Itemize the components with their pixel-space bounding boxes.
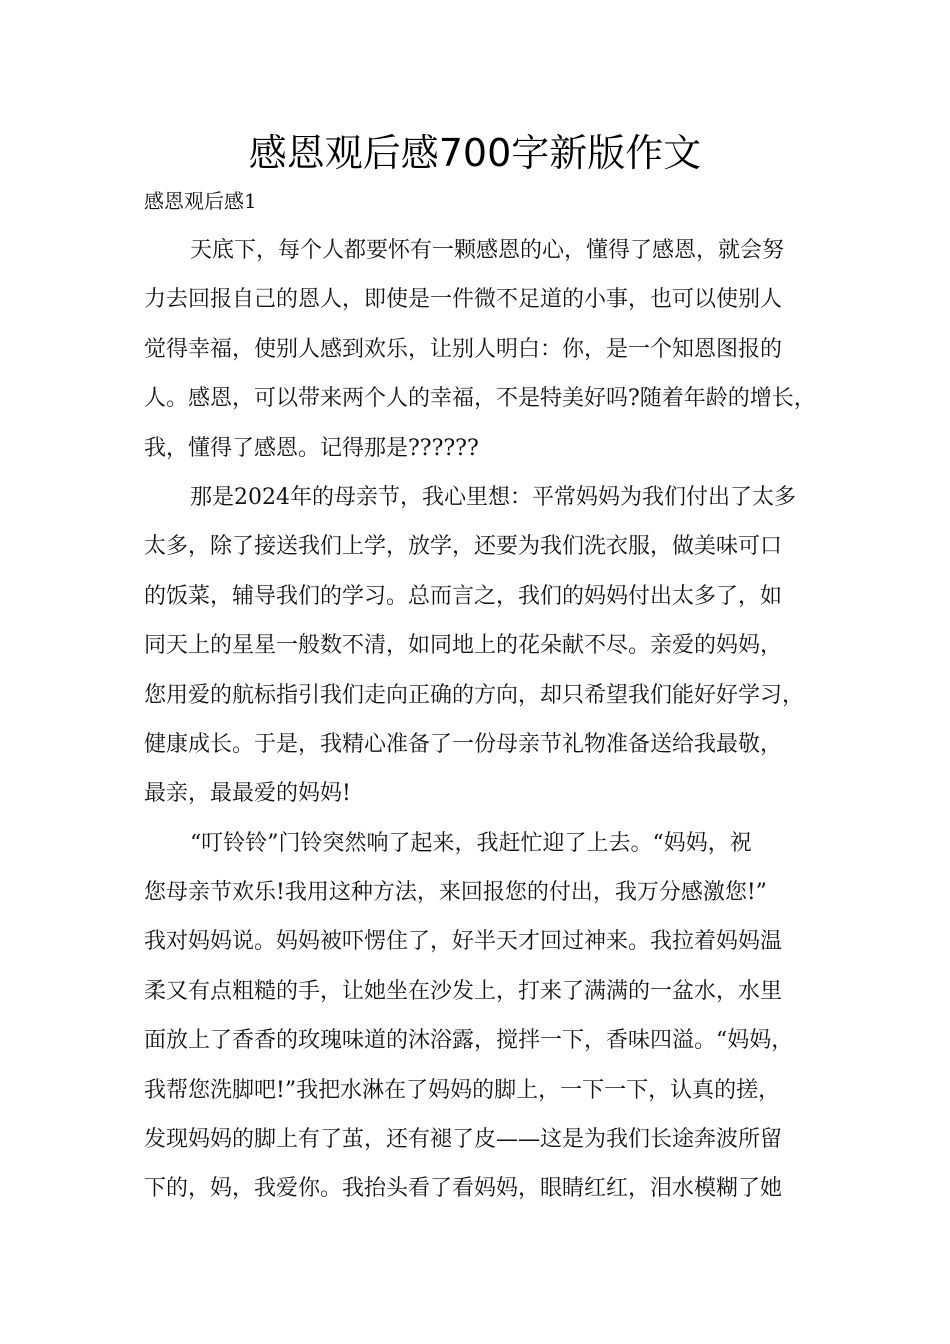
text-line: 太多，除了接送我们上学，放学，还要为我们洗衣服，做美味可口 — [144, 534, 783, 560]
text-line: 同天上的星星一般数不清，如同地上的花朵献不尽。亲爱的妈妈， — [144, 633, 783, 659]
paragraph-3 — [144, 819, 824, 1214]
text-line: 面放上了香香的玫瑰味道的沐浴露，搅拌一下，香味四溢。“妈妈， — [144, 1028, 794, 1054]
text-line: 下的，妈，我爱你。我抬头看了看妈妈，眼睛红红，泪水模糊了她 — [144, 1176, 783, 1202]
text-line: 柔又有点粗糙的手，让她坐在沙发上，打来了满满的一盆水，水里 — [144, 978, 783, 1004]
text-line: 那是2024年的母亲节，我心里想：平常妈妈为我们付出了太多 — [190, 484, 796, 510]
document-body — [144, 226, 824, 1214]
paragraph-2 — [144, 473, 824, 819]
document-title: 感恩观后感700字新版作文 — [248, 131, 702, 175]
text-line: “叮铃铃”门铃突然响了起来，我赶忙迎了上去。“妈妈，祝 — [190, 830, 752, 856]
text-line: 力去回报自己的恩人，即使是一件微不足道的小事，也可以使别人 — [144, 287, 783, 313]
text-line: 觉得幸福，使别人感到欢乐，让别人明白：你，是一个知恩图报的 — [144, 336, 783, 362]
text-line: 发现妈妈的脚上有了茧，还有褪了皮——这是为我们长途奔波所留 — [144, 1127, 783, 1153]
text-line: 我对妈妈说。妈妈被吓愣住了，好半天才回过神来。我拉着妈妈温 — [144, 929, 783, 955]
text-line: 我，懂得了感恩。记得那是?????? — [144, 435, 479, 461]
text-line: 我帮您洗脚吧!”我把水淋在了妈妈的脚上，一下一下，认真的搓， — [144, 1077, 781, 1103]
text-line: 最亲，最最爱的妈妈! — [144, 781, 351, 807]
text-line: 人。感恩，可以带来两个人的幸福，不是特美好吗?随着年龄的增长， — [144, 386, 816, 412]
text-line: 您用爱的航标指引我们走向正确的方向，却只希望我们能好好学习， — [144, 682, 805, 708]
paragraph-1 — [144, 226, 824, 473]
text-line: 天底下，每个人都要怀有一颗感恩的心，懂得了感恩，就会努 — [190, 238, 785, 263]
text-line: 您母亲节欢乐!我用这种方法，来回报您的付出，我万分感激您!” — [144, 880, 767, 906]
section-heading: 感恩观后感1 — [144, 189, 257, 213]
text-line: 健康成长。于是，我精心准备了一份母亲节礼物准备送给我最敬， — [144, 731, 783, 757]
text-line: 的饭菜，辅导我们的学习。总而言之，我们的妈妈付出太多了，如 — [144, 583, 783, 609]
